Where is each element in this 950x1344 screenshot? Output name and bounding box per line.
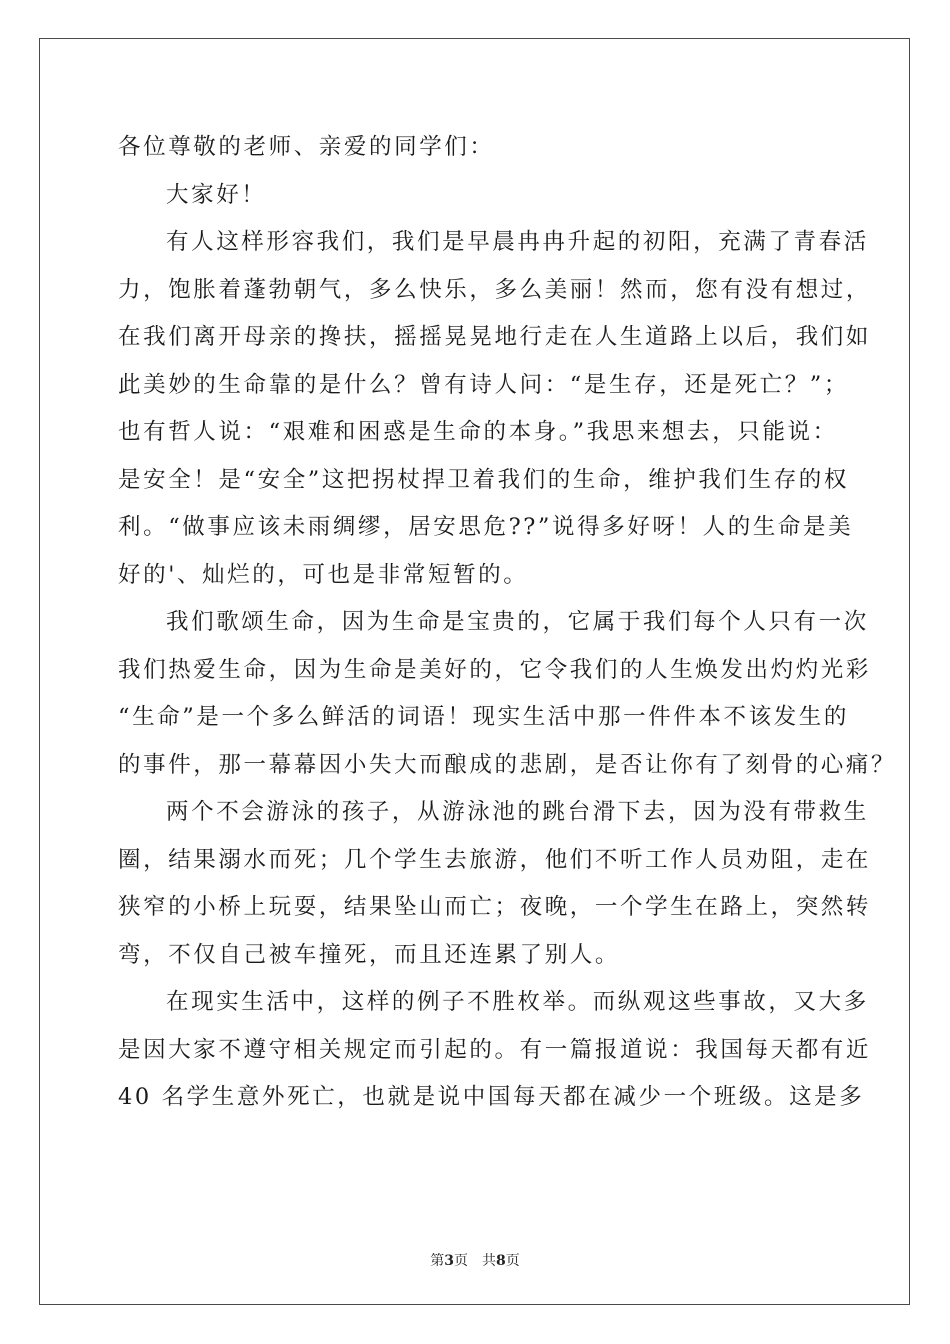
paragraph-line: 此美妙的生命靠的是什么？曾有诗人问：“是生存，还是死亡？”；: [118, 371, 850, 398]
paragraph-line: 利。“做事应该未雨绸缪，居安思危??”说得多好呀！人的生命是美: [118, 514, 854, 540]
paragraph-line: 我们歌颂生命，因为生命是宝贵的，它属于我们每个人只有一次: [166, 609, 869, 635]
paragraph-line: 有人这样形容我们，我们是早晨冉冉升起的初阳，充满了青春活: [166, 229, 869, 255]
paragraph-line: 圈，结果溺水而死；几个学生去旅游，他们不听工作人员劝阻，走在: [118, 846, 872, 873]
paragraph-line: 好的'、灿烂的，可也是非常短暂的。: [118, 561, 529, 588]
paragraph-line: 的事件，那一幕幕因小失大而酿成的悲剧，是否让你有了刻骨的心痛？: [118, 751, 897, 778]
paragraph-line: “生命”是一个多么鲜活的词语！现实生活中那一件件本不该发生的: [118, 704, 850, 730]
paragraph-line: 也有哲人说：“艰难和困惑是生命的本身。”我思来想去，只能说：: [118, 419, 838, 445]
document-body: [118, 124, 897, 1122]
paragraph-line: 狭窄的小桥上玩耍，结果坠山而亡；夜晚，一个学生在路上，突然转: [118, 894, 872, 920]
paragraph-line: 两个不会游泳的孩子，从游泳池的跳台滑下去，因为没有带救生: [166, 799, 869, 825]
paragraph-line: 是因大家不遵守相关规定而引起的。有一篇报道说：我国每天都有近: [118, 1036, 872, 1063]
salutation: 各位尊敬的老师、亲爱的同学们：: [118, 134, 495, 160]
paragraph-line: 在现实生活中，这样的例子不胜枚举。而纵观这些事故，又大多: [166, 989, 869, 1015]
page-current: 3: [444, 1253, 454, 1269]
page-label-suffix: 页: [505, 1253, 520, 1269]
paragraph-line: 在我们离开母亲的搀扶，摇摇晃晃地行走在人生道路上以后，我们如: [118, 324, 872, 350]
paragraph-line: 40 名学生意外死亡，也就是说中国每天都在减少一个班级。这是多: [118, 1084, 865, 1110]
paragraph-line: 我们热爱生命，因为生命是美好的，它令我们的人生焕发出灼灼光彩: [118, 656, 872, 683]
greeting: 大家好！: [166, 181, 267, 208]
page-total: 8: [496, 1253, 506, 1269]
page-label-mid: 页 共: [454, 1253, 496, 1269]
paragraph-line: 是安全！是“安全”这把拐杖捍卫着我们的生命，维护我们生存的权: [118, 466, 850, 493]
page-label-prefix: 第: [430, 1253, 445, 1269]
paragraph-line: 力，饱胀着蓬勃朝气，多么快乐，多么美丽！然而，您有没有想过，: [118, 276, 872, 303]
page-footer: [0, 1250, 950, 1270]
paragraph-line: 弯，不仅自己被车撞死，而且还连累了别人。: [118, 941, 621, 968]
